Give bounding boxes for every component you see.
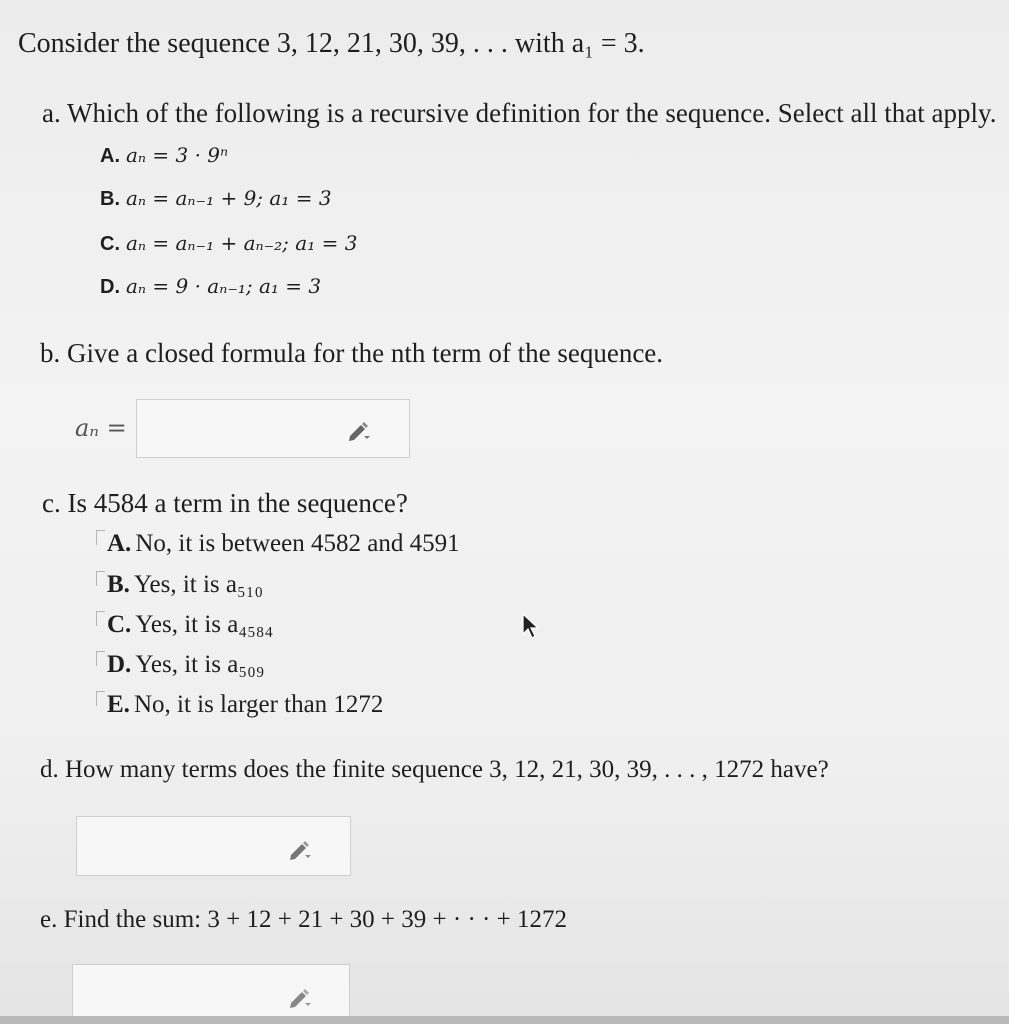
option-label: D. (100, 276, 120, 298)
option-text: No, it is between 4582 and 4591 (135, 530, 460, 557)
radio-button[interactable] (96, 611, 105, 626)
part-a-option-d[interactable] (100, 274, 321, 299)
part-d-text: How many terms does the finite sequence 3, 12, 21, 30, 39, . . . , 1272 have? (65, 756, 829, 783)
part-c-option-a[interactable] (96, 530, 460, 558)
part-c-question (42, 488, 408, 519)
part-a-option-b[interactable] (100, 186, 332, 211)
part-a-letter: a. (42, 98, 61, 128)
pencil-edit-icon[interactable] (347, 419, 371, 441)
part-a-option-a[interactable] (100, 143, 228, 168)
option-text: aₙ = aₙ₋₁ + 9; a₁ = 3 (126, 186, 332, 210)
part-e-text: Find the sum: 3 + 12 + 21 + 30 + 39 + · · · + 1272 (63, 906, 567, 933)
part-b-text: Give a closed formula for the nth term of the sequence. (67, 338, 664, 368)
radio-button[interactable] (96, 571, 105, 586)
option-text: Yes, it is a₄₅₈₄ (135, 611, 274, 638)
radio-button[interactable] (96, 691, 105, 706)
option-text: Yes, it is a₅₀₉ (135, 651, 265, 678)
part-e-question (40, 906, 567, 934)
part-c-option-d[interactable] (96, 651, 265, 679)
option-text: No, it is larger than 1272 (133, 691, 384, 718)
part-d-question (40, 756, 829, 784)
option-text: aₙ = 3 · 9ⁿ (126, 143, 229, 167)
radio-button[interactable] (96, 651, 105, 666)
part-c-option-e[interactable] (96, 691, 383, 719)
option-text: Yes, it is a₅₁₀ (133, 571, 264, 598)
problem-intro: Consider the sequence 3, 12, 21, 30, 39, . . . with a₁ = 3. (18, 28, 645, 59)
option-label: B. (100, 188, 120, 210)
part-c-option-b[interactable] (96, 571, 263, 599)
closed-formula-label: aₙ = (75, 414, 127, 442)
part-c-letter: c. (42, 488, 61, 518)
part-c-option-c[interactable] (96, 611, 273, 639)
mouse-pointer-icon (521, 612, 541, 640)
part-a-text: Which of the following is a recursive definition for the sequence. Select all that apply. (67, 98, 997, 128)
option-text: aₙ = aₙ₋₁ + aₙ₋₂; a₁ = 3 (126, 231, 358, 255)
part-e-letter: e. (40, 906, 58, 933)
option-label: B. (107, 571, 130, 598)
option-label: C. (100, 233, 120, 255)
option-label: C. (107, 611, 132, 638)
option-label: A. (107, 530, 132, 557)
pencil-edit-icon[interactable] (288, 986, 312, 1008)
option-label: A. (100, 145, 120, 167)
part-b-letter: b. (40, 338, 61, 368)
option-label: E. (107, 691, 130, 718)
part-a-question (42, 98, 996, 129)
screen-bottom-edge (0, 1016, 1009, 1024)
option-text: aₙ = 9 · aₙ₋₁; a₁ = 3 (126, 274, 322, 298)
part-d-letter: d. (40, 756, 59, 783)
part-a-option-c[interactable] (100, 231, 357, 256)
option-label: D. (107, 651, 132, 678)
pencil-edit-icon[interactable] (288, 838, 312, 860)
part-b-question (40, 338, 663, 369)
radio-button[interactable] (96, 530, 105, 545)
part-c-text: Is 4584 a term in the sequence? (67, 488, 408, 518)
